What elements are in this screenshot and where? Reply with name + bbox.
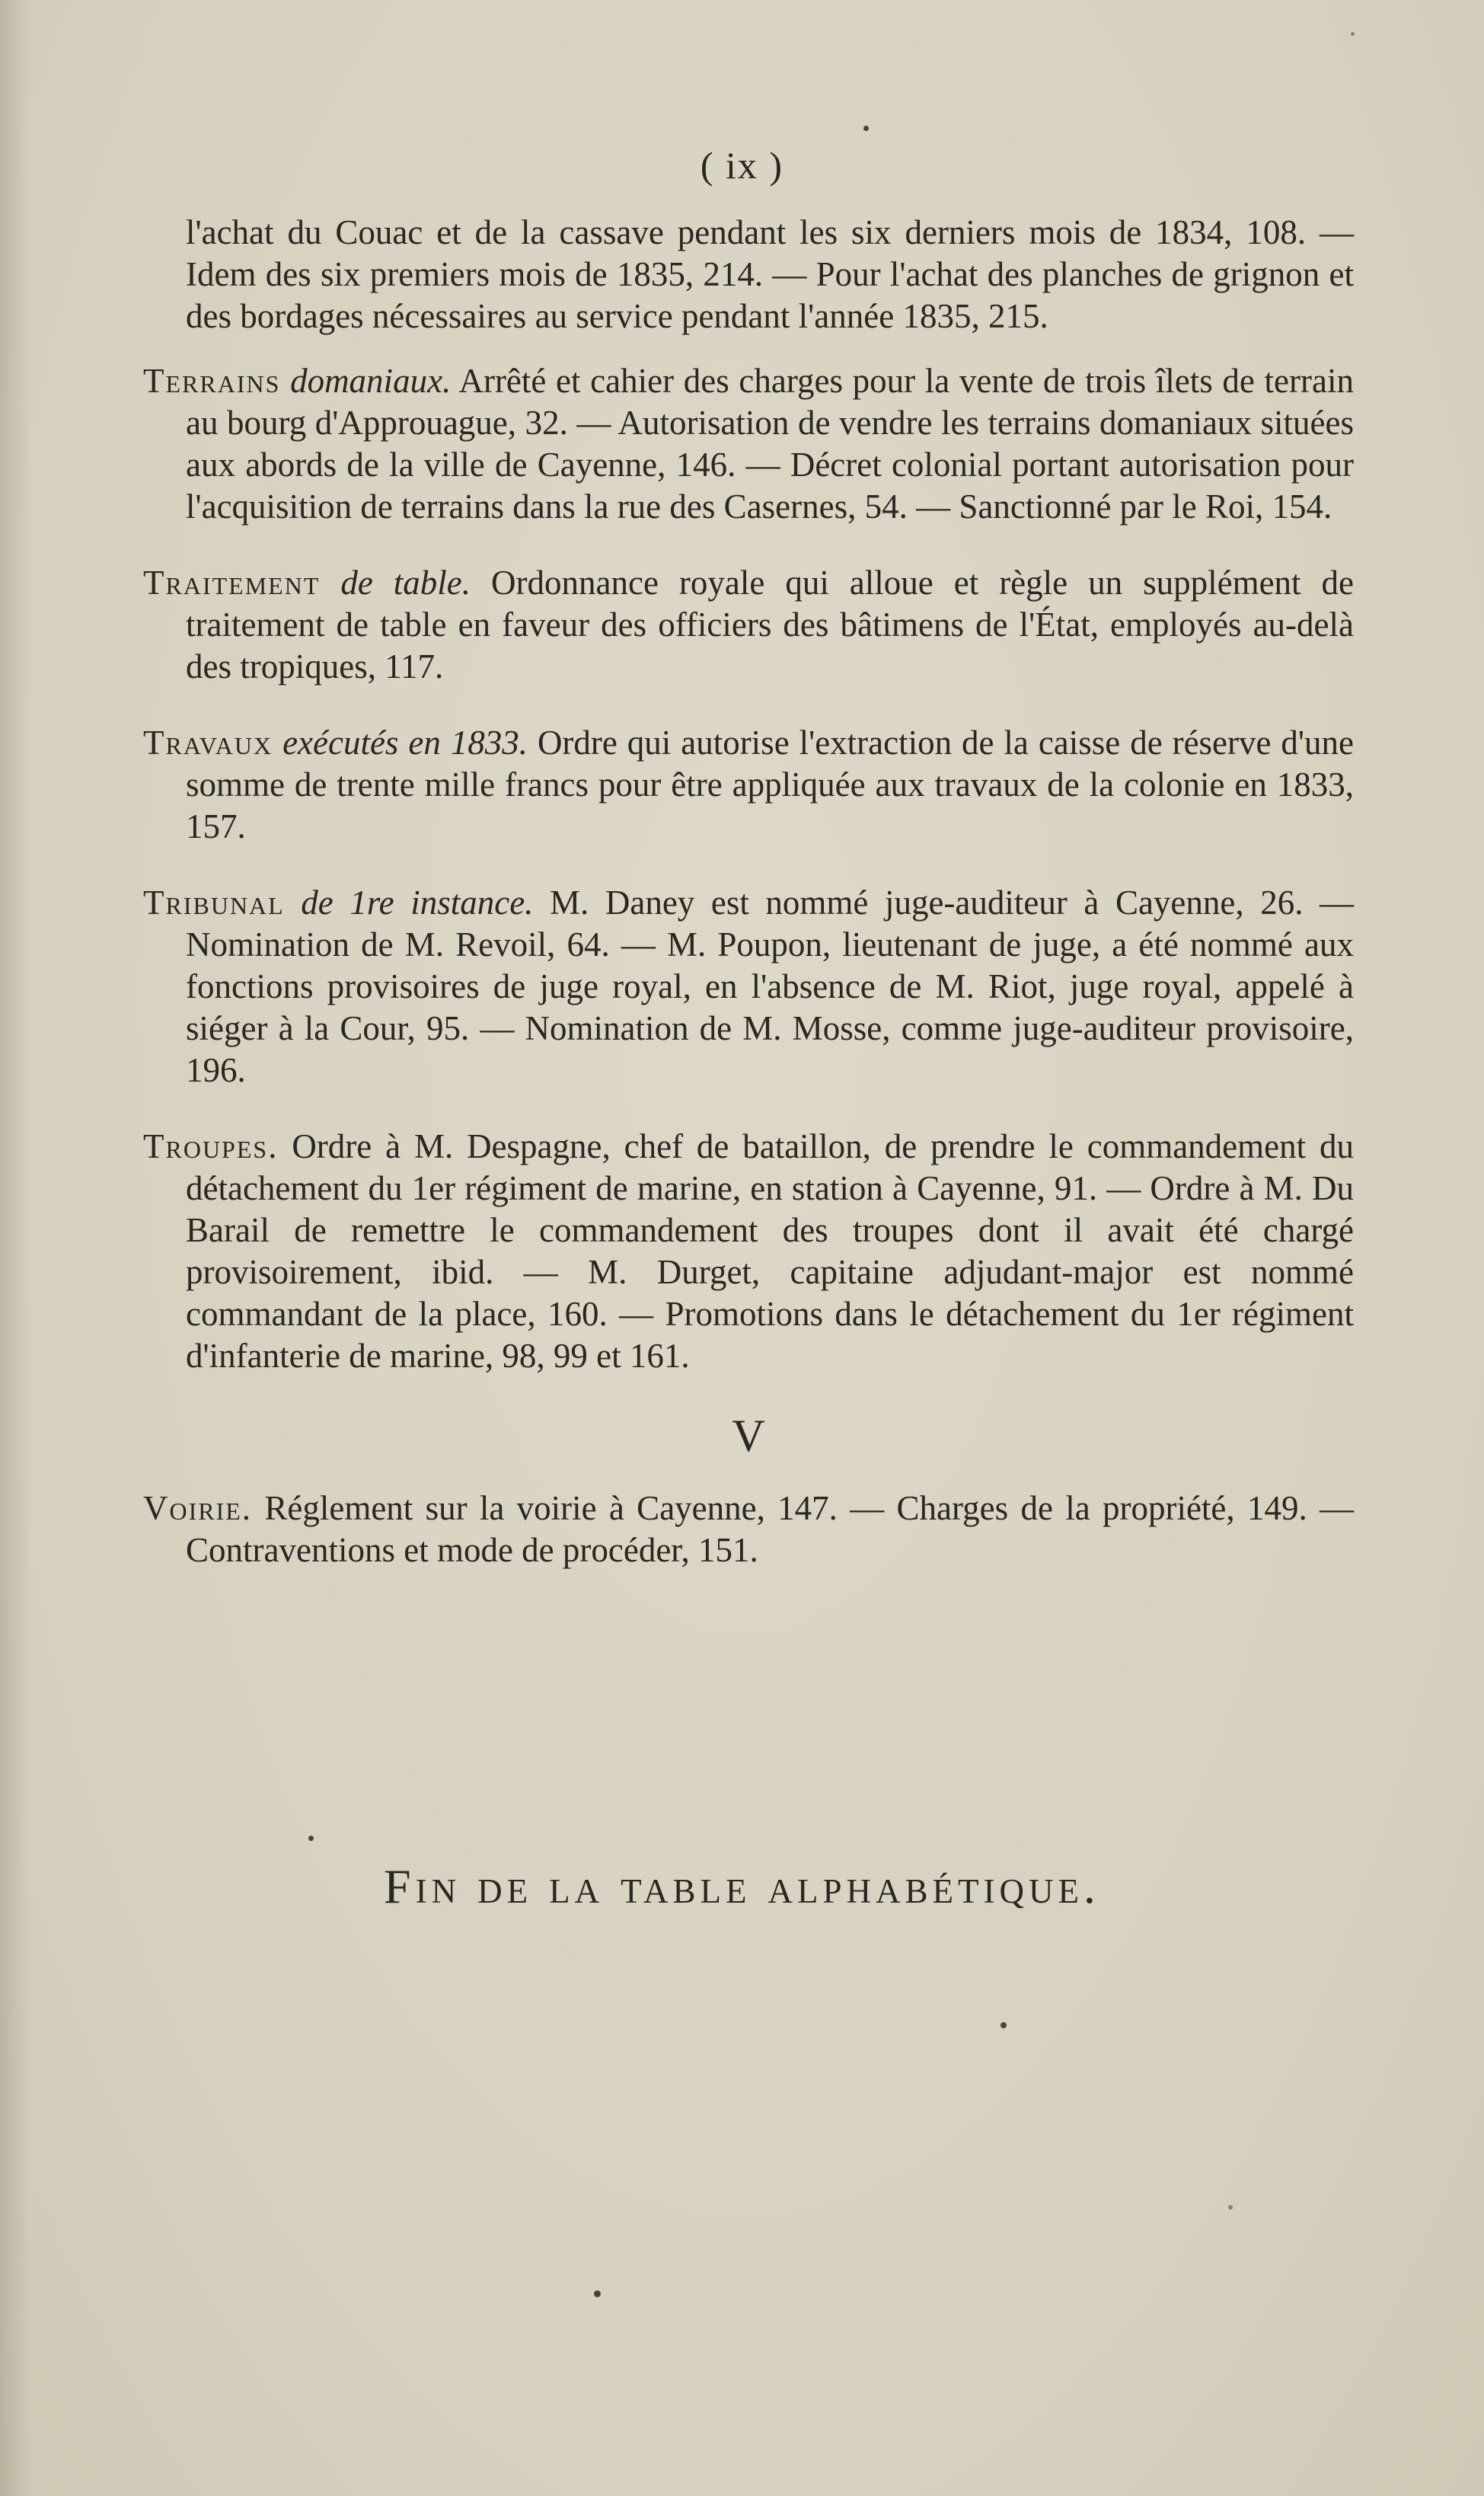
- entry-text: M. Daney est nommé juge-auditeur à Cayenne, 26. — Nomination de M. Revoil, 64. — M. Poupon, lieutenant de juge, a été nommé aux fonctions provisoires de juge royal, en l'absence de M. Riot, juge royal, appelé à siéger à la Cour, 95. — Nomination de M. Mosse, comme juge-auditeur provisoire, 196.: [186, 884, 1355, 1089]
- entry-text: Ordonnance royale qui alloue et règle un supplément de traitement de table en faveur des officiers des bâtimens de l'État, employés au-delà des tropiques, 117.: [186, 564, 1355, 686]
- ink-speck: [1001, 2022, 1007, 2028]
- ink-speck: [308, 1836, 314, 1841]
- entry-text: Ordre qui autorise l'extraction de la caisse de réserve d'une somme de trente mille francs pour être appliquée aux travaux de la colonie en 1833, 157.: [186, 724, 1354, 845]
- entry-keyword: Traitement: [143, 564, 321, 602]
- entry-qualifier: de table.: [340, 564, 471, 602]
- index-entry-traitement: [143, 562, 1354, 688]
- entry-text: Réglement sur la voirie à Cayenne, 147. — Charges de la propriété, 149. — Contraventions et mode de procéder, 151.: [186, 1489, 1354, 1569]
- index-entry-voirie: [143, 1488, 1354, 1571]
- ink-speck: [1351, 32, 1355, 36]
- entry-keyword: Terrains: [143, 362, 281, 400]
- index-entry-travaux: [143, 722, 1354, 848]
- entry-text: Ordre à M. Despagne, chef de bataillon, de prendre le commandement du détachement du 1er régiment de marine, en station à Cayenne, 91. — Ordre à M. Du Barail de remettre le commandement des troupes dont il avait été chargé provisoirement, ibid. — M. Durget, capitaine adjudant-major est nommé commandant de la place, 160. — Promotions dans le détachement du 1er régiment d'infanterie de marine, 98, 99 et 161.: [186, 1127, 1354, 1375]
- ink-speck: [594, 2290, 601, 2297]
- index-body: [143, 212, 1354, 1606]
- entry-qualifier: domaniaux.: [290, 362, 452, 400]
- binding-shadow: [0, 0, 30, 2496]
- end-of-index-title: Fin de la table alphabétique.: [384, 1859, 1100, 1913]
- index-entry-troupes: [143, 1126, 1354, 1377]
- ink-speck: [1228, 2205, 1233, 2210]
- entry-qualifier: exécutés en 1833.: [282, 724, 528, 762]
- entry-text: Arrêté et cahier des charges pour la vente de trois îlets de terrain au bourg d'Approuague, 32. — Autorisation de vendre les terrains domaniaux situées aux abords de la ville de Cayenne, 146. — Décret colonial portant autorisation pour l'acquisition de terrains dans la rue des Casernes, 54. — Sanctionné par le Roi, 154.: [186, 362, 1354, 526]
- entry-keyword: Voirie.: [143, 1489, 253, 1527]
- entry-keyword: Troupes.: [143, 1127, 279, 1165]
- entry-qualifier: de 1re instance.: [301, 884, 534, 922]
- entry-keyword: Travaux: [143, 724, 273, 762]
- entry-keyword: Tribunal: [143, 884, 285, 922]
- index-entry-tribunal: [143, 882, 1354, 1091]
- ink-speck: [863, 126, 869, 131]
- continued-entry: l'achat du Couac et de la cassave pendant les six derniers mois de 1834, 108. — Idem des six premiers mois de 1835, 214. — Pour l'achat des planches de grignon et des bordages nécessaires au service pendant l'année 1835, 215.: [186, 213, 1354, 335]
- section-letter: V: [732, 1411, 765, 1461]
- page-number-header: ( ix ): [700, 144, 784, 187]
- index-entry-terrains: [143, 360, 1354, 528]
